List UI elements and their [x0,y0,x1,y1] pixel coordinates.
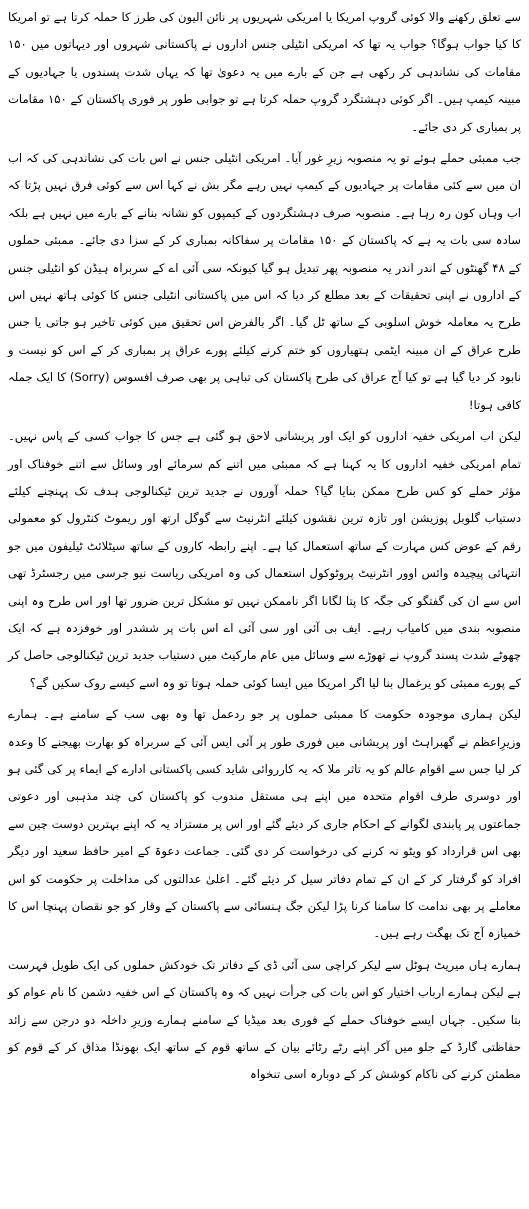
article-paragraph: ہمارے ہاں میریٹ ہوٹل سے لیکر کراچی سی آئی ڈی کے دفاتر تک خودکش حملوں کی ایک طویل فہرست ہے لیکن ہمارے ارباب اختیار کو اس بات کی جرأت نہیں کہ وہ پاکستان کے اس خفیہ دشمن کا نام عوام کو بتا سکیں۔ جہاں ایسے خوفناک حملے کے فوری بعد میڈیا کے سامنے ہمارے وزیرِ داخلہ دو درجن سے زائد حفاظتی گارڈ کے جلو میں آکر اپنے رٹے رٹائے بیان کے ساتھ قوم کے ساتھ ایک بھونڈا مذاق کر کے قوم کو مطمئن کرنے کی ناکام کوشش کر کے دوبارہ اسی تنخواہ [8,957,521,1082]
article-paragraph: لیکن اب امریکی خفیہ اداروں کو ایک اور پریشانی لاحق ہو گئی ہے جس کا جواب کسی کے پاس نہیں۔ تمام امریکی خفیہ اداروں کا یہ کہنا ہے کہ ممبئی میں اتنے کم سرمائے اور وسائل سے اتنے خوفناک اور مؤثر حملے کو کس طرح ممکن بنایا گیا؟ حملہ آوروں نے جدید ترین ٹیکنالوجی ہدف تک پہنچنے کیلئے دستیاب گلوبل پوزیشن اور تازہ ترین نقشوں کیلئے انٹرنیٹ سے گوگل ارتھ اور ریموٹ کنٹرول کو معمولی رقم کے عوض کس مہارت کے ساتھ استعمال کیا ہے۔ اپنے رابطہ کاروں کے ساتھ سیٹلائٹ ٹیلیفون میں جو انتہائی پیچیدہ وائس اوور انٹرنیٹ پروٹوکول استعمال کی وہ امریکی ریاست نیو جرسی میں رجسٹرڈ تھی اس سے ان کی گفتگو کی جگہ کا پتا لگانا اگر ناممکن نہیں تو مشکل ترین ضرور تھا اور اس طرح وہ اپنی منصوبہ بندی میں کامیاب رہے۔ ایف بی آئی اور سی آئی اے اس بات پر ششدر اور خوفزدہ ہے کہ ایک چھوٹے شدت پسند گروپ نے تھوڑے سے وسائل میں عام مارکیٹ میں دستیاب جدید ترین ٹیکنالوجی حاصل کر کے پورے ممبئی کو یرغمال بنا لیا اگر امریکا میں ایسا کوئی حملہ ہوتا تو وہ اسے کیسے روک سکیں گے؟ [8,429,521,690]
article-paragraph: جب ممبئی حملے ہوئے تو یہ منصوبہ زیرِ غور آیا۔ امریکی انٹیلی جنس نے اس بات کی نشاندہی کی کہ اب ان میں سے کئی مقامات پر جہادیوں کے کیمپ نہیں رہے مگر بش نے کہا اس سے کوئی فرق نہیں پڑتا کہ اب وہاں کون رہ رہا ہے۔ منصوبہ صرف دہشتگردوں کے کیمپوں کو نشانہ بنانے کے بارے میں نہیں ہے بلکہ سادہ سی بات یہ ہے کہ پاکستان کے ۱۵۰ مقامات پر سفاکانہ بمباری کر کے سزا دی جائے۔ ممبئی حملوں کے ۴۸ گھنٹوں کے اندر اندر یہ منصوبہ پھر تبدیل ہو گیا کیونکہ سی آئی اے کے سربراہ ہیڈن کو انٹیلی جنس کے اداروں نے اپنی تحقیقات کے بعد مطلع کر دیا کہ اس میں پاکستانی انٹیلی جنس کا کوئی ہاتھ نہیں اس طرح یہ معاملہ خوش اسلوبی کے ساتھ ٹل گیا۔ اگر بالفرض اس تحقیق میں کوئی تاخیر ہو جاتی یا جس طرح عراق کے ان مبینہ ایٹمی ہتھیاروں کو ختم کرنے کیلئے پورے عراق پر بمباری کر کے اس کو نیست و نابود کر دیا گیا ہے تو کیا آج عراق کی طرح پاکستان کی تباہی پر بھی صرف افسوس (Sorry) کا ایک جملہ کافی ہوتا! [8,151,522,412]
article-paragraph: لیکن ہماری موجودہ حکومت کا ممبئی حملوں پر جو ردعمل تھا وہ بھی سب کے سامنے ہے۔ ہمارے وزیرِاعظم نے گھبراہٹ اور پریشانی میں فوری طور پر آئی ایس آئی کے سربراہ کو بھارت بھیجنے کا وعدہ کر لیا جس سے اقوام عالم کو یہ تاثر ملا کہ یہ کارروائی شاید کسی پاکستانی ادارے کے ایماء پر کی گئی ہو اور دوسری طرف اقوام متحدہ میں اپنے ہی مستقل مندوب کو پاکستان کی چند مذہبی اور دعوتی جماعتوں پر پابندی لگوانے کے احکام جاری کر دیئے گئے اور اس پر مستزاد یہ کہ اپنے بہترین دوست چین سے بھی اس قرارداد کو ویٹو نہ کرنے کی درخواست کر دی گئی۔ جماعت دعوۃ کے امیر حافظ سعید اور دیگر افراد کو گرفتار کر کے ان کے تمام دفاتر سیل کر دیئے گئے۔ اعلیٰ عدالتوں کی مداخلت پر حکومت کو اس معاملے پر بھی ندامت کا سامنا کرنا پڑا لیکن جگ ہنسائی سے پاکستان کے وقار کو جو نقصان پہنچا اس کا خمیازہ آج تک بھگت رہے ہیں۔ [8,707,521,941]
article-paragraph: سے تعلق رکھنے والا کوئی گروپ امریکا یا امریکی شہریوں پر نائن الیون کی طرز کا حملہ کرتا ہے تو امریکا کا کیا جواب ہوگا؟ جواب یہ تھا کہ امریکی انٹیلی جنس اداروں نے پاکستانی شہروں اور دیہاتوں میں ۱۵۰ مقامات کی نشاندہی کر رکھی ہے جن کے بارے میں یہ دعویٰ تھا کہ یہاں شدت پسندوں یا جہادیوں کے مبینہ کیمپ ہیں۔ اگر کوئی دہشتگرد گروپ حملہ کرتا ہے تو جوابی طور پر فوری پاکستان کے ۱۵۰ مقامات پر بمباری کر دی جائے۔ [8,10,521,134]
